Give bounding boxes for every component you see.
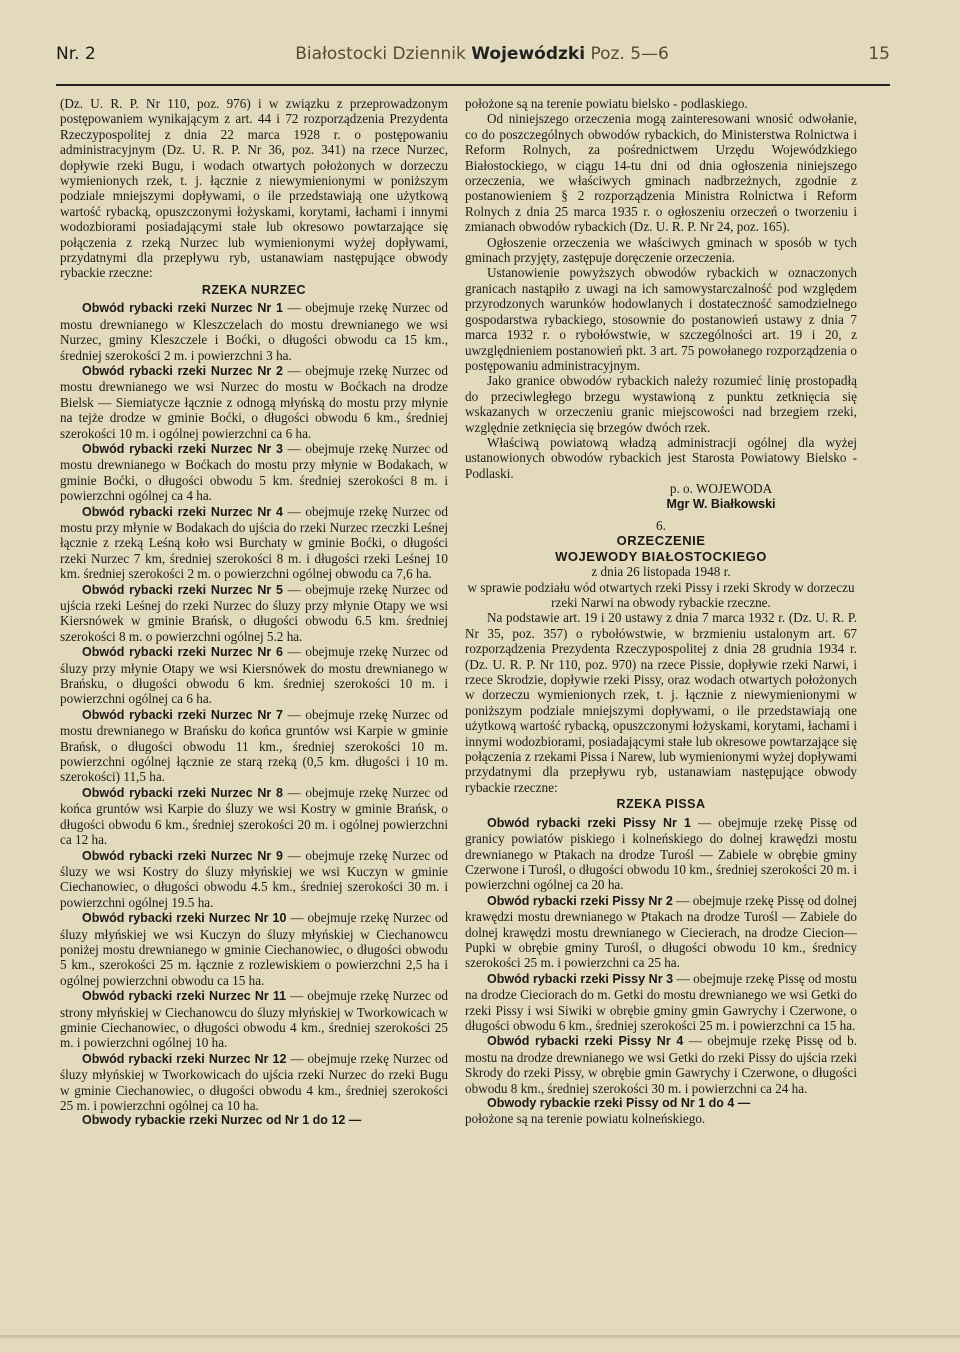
decision-subject: w sprawie podziału wód otwartych rzeki Pissy i rzeki Skrody w dorzeczu rzeki Narwi na obwody rybackie rzeczne. xyxy=(467,579,855,610)
page-number: 15 xyxy=(868,44,890,64)
boundaries-paragraph: Jako granice obwodów rybackich należy rozumieć linię prostopadłą do przeciwległego brzegu wystawioną z punktu zetknięcia się wskazanych w orzeczeniu granic miejscowości nad brzegiem rzeki, względnie zetknięcia się brzegów dwóch rzek. xyxy=(465,373,857,435)
district-6: Obwód rybacki rzeki Nurzec Nr 6 — obejmuje rzekę Nurzec od śluzy przy młynie Otapy we wsi Kiersnówek do mostu drewnianego w Brańsku, o długości obwodu 6 km. średniej szerokości 10 m. i powierzchni ogólnej ca 6 ha. xyxy=(60,644,448,707)
pissa-summary-line: Obwody rybackie rzeki Pissy od Nr 1 do 4 — xyxy=(487,1096,751,1110)
decision-title: ORZECZENIE xyxy=(616,533,706,549)
pissa-district-1: Obwód rybacki rzeki Pissy Nr 1 — obejmuje rzekę Pissę od granicy powiatów piskiego i kolneńskiego do dolnej krawędzi mostu drewnianego w Ptakach na drodze Turośl — Zabiele w obrębie gminy Czerwone i Turośl, o długości obwodu 10 km., średniej szerokości 20 m. i powierzchni ogólnej ca 20 ha. xyxy=(465,814,857,893)
district-11: Obwód rybacki rzeki Nurzec Nr 11 — obejmuje rzekę Nurzec od strony młyńskiej w Ciechanowcu do śluzy młyńskiej w Tworkowicach w gminie Ciechanowiec, o długości obwodu 4 km., średniej szerokości 25 m. i powierzchni ogólnej 10 ha. xyxy=(60,988,449,1051)
district-2: Obwód rybacki rzeki Nurzec Nr 2 — obejmuje rzekę Nurzec od mostu drewnianego we wsi Nurzec do mostu w Boćkach na drodze Bielsk — Siemiatycze łącznie z odnogą młyńską do mostu przy młynie na tejże drodze w gminie Boćki, o długości obwodu 6 km., średniej szerokości 10 m. i ogólnej powierzchni ca 6 ha. xyxy=(60,362,448,441)
right-column xyxy=(465,96,857,1127)
decision-date: z dnia 26 listopada 1948 r. xyxy=(591,564,731,580)
district-12: Obwód rybacki rzeki Nurzec Nr 12 — obejmuje rzekę Nurzec od śluzy młyńskiej w Tworkowicach do ujścia rzeki Nurzec do rzeki Bugu w gminie Ciechanowiec, o długości obwodu 4 km., średniej szerokości 25 m. i powierzchni ogólnej ca 10 ha. xyxy=(60,1050,449,1113)
position-ref: Poz. 5—6 xyxy=(590,44,669,64)
pissa-district-3: Obwód rybacki rzeki Pissy Nr 3 — obejmuje rzekę Pissę od mostu na drodze Cieciorach do m. Getki do mostu drewnianego we wsi Getki do rzeki Pissy i wsi Siwiki w obrębie gminy gmin Gawrychy i Czerwone, o długości obwodu 6 km., średniej szerokości 25 m. i powierzchni ca 15 ha. xyxy=(465,970,857,1033)
district-3: Obwód rybacki rzeki Nurzec Nr 3 — obejmuje rzekę Nurzec od mostu drewnianego w Boćkach do mostu przy młynie w Bodakach, w gminie Boćki, o długości obwodu 5 km. średniej szerokości 8 m. i powierzchni ogólnej ca 4 ha. xyxy=(60,440,448,504)
justification-paragraph: Ustanowienie powyższych obwodów rybackich w oznaczonych granicach nastąpiło z uwagi na ich samowystarczalność pod względem przyrodzonych warunków hodowlanych i dostateczność samodzielnego gospodarstwa rybackiego, stosownie do postanowień ustawy z dnia 7 marca 1932 r. o rybołówstwie, w szczególności art. 19 i 20, z uwzględnieniem postanowień pkt. 3 art. 75 powołanego rozporządzenia o postępowaniu administracyjnym. xyxy=(465,265,857,373)
issue-number: Nr. 2 xyxy=(56,44,96,64)
page-fold xyxy=(0,1335,960,1338)
district-5: Obwód rybacki rzeki Nurzec Nr 5 — obejmuje rzekę Nurzec od ujścia rzeki Leśnej do rzeki Nurzec do śluzy przy młynie Otapy we wsi Kiersnówek w gminie Brańsk, o długości obwodu 6.5 km. średniej szerokości 8 m. o powierzchni ogólnej 5.2 ha. xyxy=(60,581,448,644)
summary-line: Obwody rybackie rzeki Nurzec od Nr 1 do 12 — xyxy=(82,1113,362,1128)
left-column xyxy=(60,96,448,1129)
legal-basis-paragraph: Na podstawie art. 19 i 20 ustawy z dnia 7 marca 1932 r. (Dz. U. R. P. Nr 35, poz. 357) o rybołówstwie, w brzmieniu ustalonym art. 67 rozporządzenia Prezydenta Rzeczypospolitej z dnia 28 grudnia 1934 r. (Dz. U. R. P. Nr 110, poz. 970) na rzece Pissie, dopływie rzeki Narwi, i rzece Skrodzie, dopływie rzeki Pissy, oraz wodach otwartych położonych w dorzeczu wymienionych rzek, t. j. łącznie z niewymienionymi w poniższym podziale mniejszymi dopływami, o ile przedstawiają one użytkową wartość rybacką, opuszczonymi łożyskami, korytami, łachami i innymi wodozbiorami, posiadającymi stałe lub okresowe powtarzające się połączenia z rzekami Pissa i Narew, lub wymienionymi wyżej dopływami przydatnymi dla przepływu ryb, ustanawiam następujące obwody rybackie rzeczne: xyxy=(465,610,857,795)
journal-title: Białostocki Dziennik Wojewódzki Poz. 5—6 xyxy=(295,44,669,64)
district-7: Obwód rybacki rzeki Nurzec Nr 7 — obejmuje rzekę Nurzec od mostu drewnianego w Brańsku do końca gruntów wsi Karpie w gminie Brańsk, o długości obwodu 11 km., średniej szerokości 10 m. powierzchni ogólnej łącznie ze starą rzeką (0,5 km. długości i 10 m. szerokości) 11,5 ha. xyxy=(60,706,448,785)
item-number: 6. xyxy=(656,517,666,533)
intro-paragraph: (Dz. U. R. P. Nr 110, poz. 976) i w związku z przeprowadzonym postępowaniem wynikającym z art. 44 i 72 rozporządzenia Prezydenta Rzeczypospolitej z dnia 22 marca 1928 r. o postępowaniu administracyjnym (Dz. U. R. P. Nr 36, poz. 341) na rzece Nurzec, dopływie rzeki Bugu, i wodach otwartych położonych w dorzeczu wymienionych rzek, t. j. łącznie z niewymienionymi w poniższym podziale mniejszymi dopływami, o ile przedstawiają one użytkową wartość rybacką, opuszczonymi łożyskami, korytami, łachami i innymi wodozbiorami posiadającymi stałe lub okresowo powtarzające się połączenia z rzeką Nurzec lub wymienionymi wyżej dopływami, przydatnymi dla przepływu ryb, ustanawiam następujące obwody rybackie rzeczne: xyxy=(60,96,448,281)
signature-name: Mgr W. Białkowski xyxy=(666,496,776,511)
pissa-location-line: położone są na terenie powiatu kolneńskiego. xyxy=(465,1111,706,1127)
district-4: Obwód rybacki rzeki Nurzec Nr 4 — obejmuje rzekę Nurzec od mostu przy młynie w Bodakach do ujścia do rzeki Nurzec rzeczki Leśnej łącznie z rzeką Leśną koło wsi Burchaty w gminie Boćki, o długości rzeki Nurzec 7 km, średniej szerokości 8 m. i długości rzeki Leśnej 10 km. średniej szerokości 2 m. o powierzchni ogólnej obwodu ca 7,6 ha. xyxy=(60,503,448,582)
pissa-district-2: Obwód rybacki rzeki Pissy Nr 2 — obejmuje rzekę Pissę od dolnej krawędzi mostu drewnianego w Ptakach na drodze Turośl — Zabiele do dolnej krawędzi mostu drewnianego w Ciecierach, na drodze Ciecion—Pupki w obrębie gminy Turośl, o długości obwodu 10 km., średnicy szerokości 25 m. i powierzchni ca 25 ha. xyxy=(465,892,857,971)
page-header xyxy=(56,44,890,86)
district-10: Obwód rybacki rzeki Nurzec Nr 10 — obejmuje rzekę Nurzec od śluzy młyńskiej we wsi Kuczyn do śluzy młyńskiej w Ciechanowcu poniżej mostu drewnianego w gminie Ciechanowiec, o długości obwodu 5 km., szerokości 25 m. łącznie z rozlewiskiem o powierzchni 2,5 ha i ogólnej powierzchni obwodu ca 15 ha. xyxy=(60,910,449,988)
journal-title-bold: Wojewódzki xyxy=(471,44,586,64)
district-9: Obwód rybacki rzeki Nurzec Nr 9 — obejmuje rzekę Nurzec od śluzy we wsi Kostry do śluzy młyńskiej we wsi Kuczyn w gminie Ciechanowiec, o długości obwodu 4.5 km., średniej szerokości 30 m. i powierzchni ogólnej 19.5 ha. xyxy=(60,847,448,910)
district-1: Obwód rybacki rzeki Nurzec Nr 1 — obejmuje rzekę Nurzec od mostu drewnianego w Kleszczelach do mostu drewnianego we wsi Nurzec, gminy Kleszczele i Boćki, o długości obwodu ca 15 km., średniej szerokości 2 m. i powierzchni 3 ha. xyxy=(60,300,448,363)
appeal-paragraph: Od niniejszego orzeczenia mogą zainteresowani wnosić odwołanie, co do poszczególnych obwodów rybackich, do Ministerstwa Rolnictwa i Reform Rolnych, za pośrednictwem Urzędu Wojewódzkiego Białostockiego, w ciągu 14-tu dni od dnia ogłoszenia niniejszego orzeczenia, we właściwych gminach nadbrzeżnych, zgodnie z postanowieniem § 2 rozporządzenia Ministra Rolnictwa i Reform Rolnych z dnia 25 marca 1935 r. o ogłoszeniu orzeczeń o tworzeniu i zmianach obwodów rybackich (Dz. U. R. P. Nr 24, poz. 165). xyxy=(465,111,857,235)
pissa-district-4: Obwód rybacki rzeki Pissy Nr 4 — obejmuje rzekę Pissę od b. mostu na drodze drewnianego we wsi Getki do rzeki Pissy do ujścia rzeki Skrody do rzeki Pissy, w obrębie gmin Gawrychy i Czerwone, o długości obwodu 8 km., średniej szerokości 30 m. i powierzchni ca 24 ha. xyxy=(465,1033,857,1096)
decision-issuer: WOJEWODY BIAŁOSTOCKIEGO xyxy=(555,548,767,564)
signature-title: p. o. WOJEWODA xyxy=(669,481,773,497)
section-heading: RZEKA NURZEC xyxy=(201,282,307,297)
announcement-paragraph: Ogłoszenie orzeczenia we właściwych gminach w sposób w tych gminach przyjęty, zastępuje doręczenie orzeczenia. xyxy=(465,234,857,266)
authority-paragraph: Właściwą powiatową władzą administracji ogólnej dla wyżej ustanowionych obwodów rybackich jest Starosta Powiatowy Bielsko - Podlaski. xyxy=(465,434,857,481)
section-heading-pissa: RZEKA PISSA xyxy=(616,797,706,812)
continuation-line: położone są na terenie powiatu bielsko - podlaskiego. xyxy=(465,96,748,111)
district-8: Obwód rybacki rzeki Nurzec Nr 8 — obejmuje rzekę Nurzec od końca gruntów wsi Karpie do śluzy we wsi Kostry w gminie Brańsk, o długości obwodu 6 km., średniej szerokości 20 m. i ogólnej powierzchni ca 12 ha. xyxy=(60,784,448,848)
